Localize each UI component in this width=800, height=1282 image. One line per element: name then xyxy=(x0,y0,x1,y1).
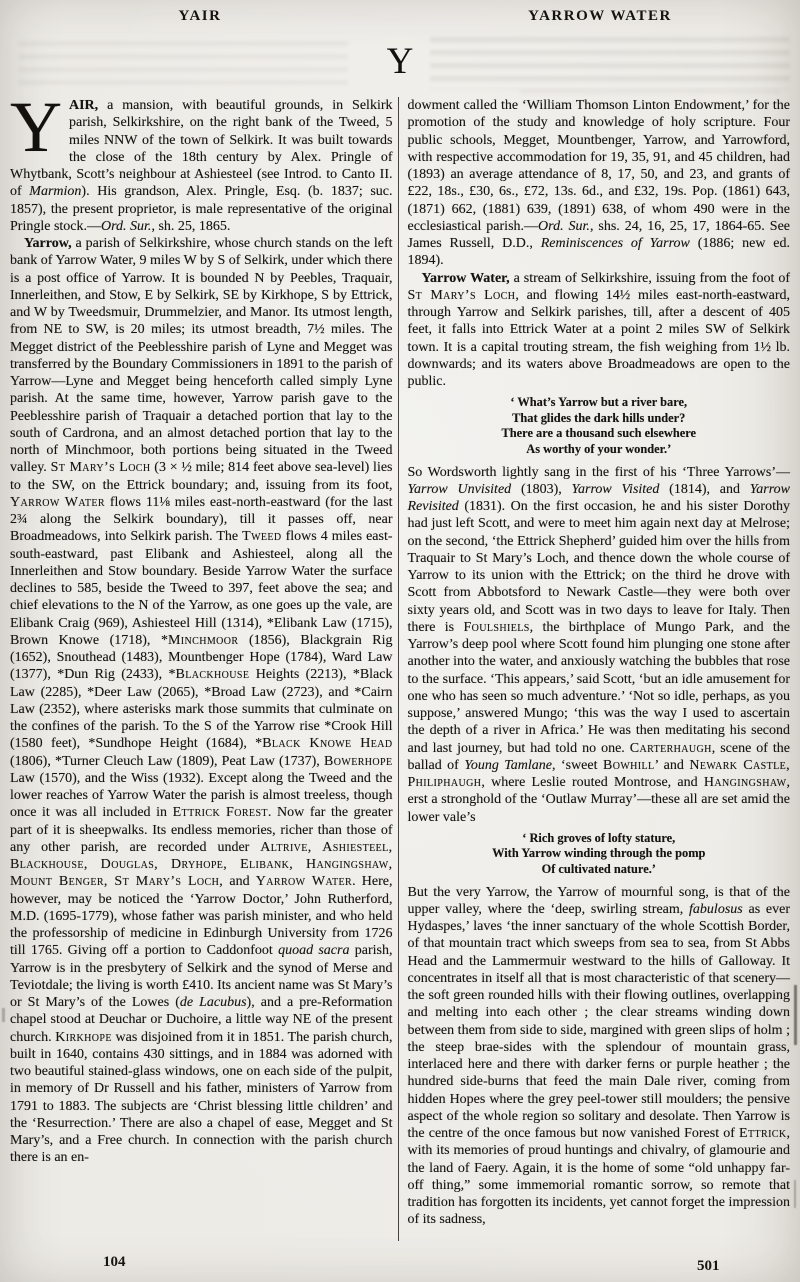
text-segment: Minchmoor xyxy=(167,632,239,648)
scan-edge-artifact xyxy=(2,1008,5,1022)
text-segment: Bowerhope xyxy=(324,753,393,769)
drop-cap: Y xyxy=(10,87,62,167)
text-segment: . Now far the greater part of it is sheepwalks. Its endless memories, richer than those of any other parish, are recorded under xyxy=(10,805,393,855)
text-segment: ), and a pre-Reformation chapel stood at Deuchar or Duchoire, a little way NE of the present church. xyxy=(10,995,393,1045)
scan-edge-artifact xyxy=(794,985,797,1045)
entry-yarrow-water xyxy=(408,270,791,391)
text-segment: , scene of the ballad of xyxy=(407,740,791,773)
verse-line: ‘ What’s Yarrow but a river bare, xyxy=(510,395,688,410)
text-segment: Yarrow Water xyxy=(255,874,353,890)
text-segment: parish, Yarrow is in the presbytery of Selkirk and the synod of Merse and Teviotdale; the living is worth £410. Its ancient name was St Mary’s or St Mary’s of the Lowes ( xyxy=(10,943,393,1010)
text-segment: , and flowing 14½ miles east-north-eastward, through Yarrow and Selkirk parishes, till, after a descent of 405 feet, it falls into Ettrick Water at a point 2 miles SW of Selkirk town. It is a capital trouting stream, the fish weighing from 1½ lb. downwards; and its waters above Broadmeadows are open to the public. xyxy=(407,287,790,389)
text-segment: Ettrick xyxy=(739,1126,787,1142)
text-segment: Yarrow Visited xyxy=(571,481,660,497)
text-segment: ’ and xyxy=(654,757,690,773)
text-segment: a stream of Selkirkshire, issuing from the foot of xyxy=(509,270,790,286)
text-segment: Yarrow Water, xyxy=(421,270,510,286)
text-segment: (1814), and xyxy=(659,481,750,497)
entry-yarrow xyxy=(10,235,393,1167)
paragraph-mournful-song xyxy=(408,884,791,1229)
text-segment: But the very Yarrow, the Yarrow of mournful song, is that of the upper valley, where the ‘deep, swirling stream, xyxy=(407,884,790,917)
scan-bleedthrough-artifact xyxy=(18,40,348,86)
text-segment: (1856), Blackgrain Rig (1652), Snouthead (1483), Mountbenger Hope (1784), Ward Law (1377), *Dun Rig (2433), * xyxy=(10,632,393,683)
page-number-right: 501 xyxy=(697,1258,720,1274)
running-heads xyxy=(0,8,800,25)
verse-line: With Yarrow winding through the pomp xyxy=(492,846,706,861)
text-segment: (1886; new ed. 1894). xyxy=(407,236,790,269)
text-segment: , with its memories of proud huntings and chivalry, of glamourie and the land of Faery. Again, it is the home of some “old unhappy far-off thing,” some immemorial romantic sorrow, so remote that tradition has forgotten its incidents, yet cannot forget the impression of its sadness, xyxy=(407,1126,790,1228)
text-segment: Yarrow Revisited xyxy=(407,481,790,515)
text-segment: fabulosus xyxy=(689,901,743,917)
text-segment: Yarrow Water xyxy=(10,494,105,510)
text-segment: Yarrow Unvisited xyxy=(407,481,512,497)
entry-yarrow-continued xyxy=(408,97,791,270)
verse-line: Of cultivated nature.’ xyxy=(541,862,656,877)
text-columns xyxy=(10,87,791,1229)
text-segment: ). His grandson, Alex. Pringle, Esq. (b. 1837; suc. 1857), the present proprietor, is male representative of the original Pringle stock.— xyxy=(10,184,393,234)
text-segment: AIR, xyxy=(69,98,99,113)
scan-bleedthrough-artifact xyxy=(430,36,790,90)
text-segment: (3 × ½ mile; 814 feet above sea-level) lies to the SW, on the Ettrick boundary; and, issuing from its foot, xyxy=(10,460,393,493)
text-segment: de Lacubus xyxy=(179,995,247,1010)
text-segment: Newark Castle, Philiphaugh xyxy=(407,757,791,791)
paragraph-wordsworth xyxy=(408,464,791,826)
text-segment: as ever Hydaspes,’ laves ‘the inner sanctuary of the whole Scottish Border, of that mountain tract which sweeps from sea to sea, from St Abbs Head and the Lammermuir westward to the hills of Galloway. It concentrates in itself all that is most characteristic of that scenery—the soft green rounded hills with their flowing outlines, overlapping and melting into each other ; the clear streams winding down between them from side to side, margined with green slips of holm ; the steep brae-sides with the splendour of mountain grass, interlaced here and there with darker ferns or purple heather ; the hundred side-burns that feed the main Dale river, coming from hidden Hopes where the grey peel-tower still moulders; the pensive aspect of the whole region so solitary and desolate. Then Yarrow is the centre of the once famous but now vanished Forest of xyxy=(407,901,790,1142)
page-number-left: 104 xyxy=(103,1254,126,1270)
text-segment: Black Knowe Head xyxy=(262,736,393,752)
text-segment: Blackhouse xyxy=(175,667,250,683)
text-segment: . Here, however, may be noticed the ‘Yarrow Doctor,’ John Rutherford, M.D. (1695-1779), whose father was parish minister, and who held the professorship of medicine in Edinburgh University from 1726 till 1765. Giving off a portion to Caddonfoot xyxy=(10,874,393,959)
text-segment: , shs. 24, 16, 25, 17, 1864-65. See James Russell, D.D., xyxy=(407,218,790,251)
text-segment: St Mary’s Loch xyxy=(407,287,516,303)
text-segment: (1803), xyxy=(511,481,572,497)
entry-yair xyxy=(10,87,393,235)
verse-whats-yarrow xyxy=(408,395,791,457)
section-letter: Y xyxy=(386,41,414,82)
text-segment: was disjoined from it in 1851. The parish church, built in 1640, contains 430 sittings, and in 1884 was adorned with two beautiful stained-glass windows, one on each side of the pulpit, in memory of Dr Russell and his father, ministers of Yarrow from 1791 to 1883. The subjects are ‘Christ blessing little children’ and the ‘Resurrection.’ There are also a chapel of ease, Megget and St Mary’s, and a Free church. In connection with the parish church there is an en- xyxy=(10,1029,393,1166)
text-segment: Yarrow, xyxy=(24,236,72,251)
text-segment: So Wordsworth lightly sang in the first of his ‘Three Yarrows’— xyxy=(407,464,790,480)
verse-line: ‘ Rich groves of lofty stature, xyxy=(522,830,676,845)
verse-rich-groves xyxy=(408,831,791,878)
text-segment: quoad sacra xyxy=(278,943,350,959)
text-segment: Ettrick Forest xyxy=(172,805,268,821)
text-segment: Ord. Sur. xyxy=(538,218,590,234)
text-segment: Hangingshaw xyxy=(703,775,787,791)
text-segment: (1806), *Turner Cleuch Law (1809), Peat Law (1737), xyxy=(10,753,324,769)
text-segment: , sh. 25, 1865. xyxy=(151,218,231,234)
text-segment: flows 11⅛ miles east-north-eastward (for the last 2¾ along the Selkirk boundary), till it passes off, near Broadmeadows, into Selkirk parish. The xyxy=(10,494,393,545)
text-segment: and xyxy=(223,874,256,890)
verse-line: There are a thousand such elsewhere xyxy=(501,426,696,441)
text-segment: Heights (2213), *Black Law (2285), *Deer Law (2065), *Broad Law (2723), and *Cairn Law (2352), where asterisks mark those summits that culminate on the confines of the parish. To the S of the Yarrow rise *Crook Hill (1580 feet), *Sundhope Height (1684), * xyxy=(10,667,393,752)
text-segment: a parish of Selkirkshire, whose church stands on the left bank of Yarrow Water, 9 miles W by S of Selkirk, under which there is a post office of Yarrow. It is bounded N by Peebles, Traquair, Innerleithen, and Stow, E by Selkirk, SE by Kirkhope, S by Ettrick, and W by Tweedsmuir, Drummelzier, and Manor. Its utmost length, from NE to SW, is 20 miles; its utmost breadth, 7½ miles. The Megget district of the Peeblesshire parish of Lyne and Megget was transferred by the Boundary Commissioners in 1891 to the parish of Yarrow—Lyne and Megget being henceforth called simply Lyne parish. At the same time, however, Yarrow parish gave to the Peeblesshire parish of Traquair a detached portion that lay to the south of Cardrona, and an almost detached portion that lay to the north of Minchmoor, both portions being situated in the Tweed valley. xyxy=(10,236,393,476)
running-title-left: YAIR xyxy=(178,8,222,24)
text-segment: Marmion xyxy=(29,184,82,200)
text-segment: , where Leslie routed Montrose, and xyxy=(481,775,704,791)
verse-line: As worthy of your wonder.’ xyxy=(526,442,672,457)
text-segment: Tweed xyxy=(242,529,282,545)
scan-edge-artifact xyxy=(794,1180,796,1208)
text-segment: , erst a stronghold of the ‘Outlaw Murray’—these all are set amid the lower vale’s xyxy=(407,775,790,825)
text-segment: Carterhaugh xyxy=(629,740,712,756)
text-segment: Law (1570), and the Wiss (1932). Except along the Tweed and the lower reaches of Yarrow Water the parish is almost treeless, though once it was all included in xyxy=(10,770,393,821)
text-segment: Foulshiels xyxy=(463,619,530,635)
text-segment: , the birthplace of Mungo Park, and the Yarrow’s deep pool where Scott found him plunging one stone after another into the water, and anxiously watching the bubbles that rose to the surface. ‘This appears,’ said Scott, ‘but an idle amusement for one who has seen so much adventure.’ ‘Not so idle, perhaps, as you suppose,’ answered Mungo; ‘this was the way I used to ascertain the depth of a river in Africa.’ He was then meditating his second and last journey, but had told no one. xyxy=(407,619,790,756)
text-segment: St Mary’s Loch xyxy=(50,460,151,476)
text-segment: Young Tamlane xyxy=(464,757,552,773)
text-segment: flows 4 miles east-south-eastward, past Elibank and Ashiesteel, along all the Innerleithen and Stow boundary. Beside Yarrow Water the surface declines to 585, beside the Tweed to 397, feet above the sea; and chief elevations to the N of the Yarrow, as one goes up the vale, are Elibank Craig (969), Ashiesteel Hill (1314), *Elibank Law (1715), Brown Knowe (1718), * xyxy=(10,529,393,648)
text-segment: a mansion, with beautiful grounds, in Selkirk parish, Selkirkshire, on the right bank of the Tweed, 5 miles NNW of the town of Selkirk. It was built towards the close of the 18th century by Alex. Pringle of Whytbank, Scott’s neighbour at Ashiesteel (see Introd. to Canto II. of xyxy=(10,98,393,200)
text-segment: dowment called the ‘William Thomson Linton Endowment,’ for the promotion of the study and knowledge of holy scripture. Four public schools, Megget, Mountbenger, Yarrow, and Yarrowford, with respective accommodation for 19, 35, 91, and 45 children, had (1893) an average attendance of 8, 17, 50, and 23, and grants of £22, 18s., £30, 6s., £72, 13s. 6d., and £32, 19s. Pop. (1861) 643, (1871) 662, (1881) 639, (1891) 638, of whom 490 were in the ecclesiastical parish.— xyxy=(407,98,790,234)
text-segment: Reminiscences of Yarrow xyxy=(540,236,690,251)
column-divider-rule xyxy=(398,97,399,1241)
text-segment: (1831). On the first occasion, he and his sister Dorothy had just left Scott, and were to meet him again next day at Melrose; on the second, ‘the Ettrick Shepherd’ guided him over the hills from Traquair to St Mary’s Loch, and thence down the whole course of Yarrow to its union with the Ettrick; on the third he drove with Scott from Abbotsford to Newark Castle—they were both over sixty years old, and Scott was in two days to leave for Italy. Then there is xyxy=(407,499,790,635)
text-segment: , ‘sweet xyxy=(552,757,603,773)
column-right xyxy=(408,97,791,1229)
column-left xyxy=(10,87,393,1229)
verse-line: That glides the dark hills under? xyxy=(512,410,686,425)
text-segment: Altrive, Ashiesteel, Blackhouse, Douglas, Dryhope, Elibank, Hangingshaw, Mount Benger, St Mary’s Loch, xyxy=(10,839,393,890)
text-segment: Ord. Sur. xyxy=(101,218,152,234)
text-segment: Kirkhope xyxy=(55,1029,112,1045)
running-title-right: YARROW WATER xyxy=(528,8,672,24)
text-segment: Bowhill xyxy=(602,757,655,773)
